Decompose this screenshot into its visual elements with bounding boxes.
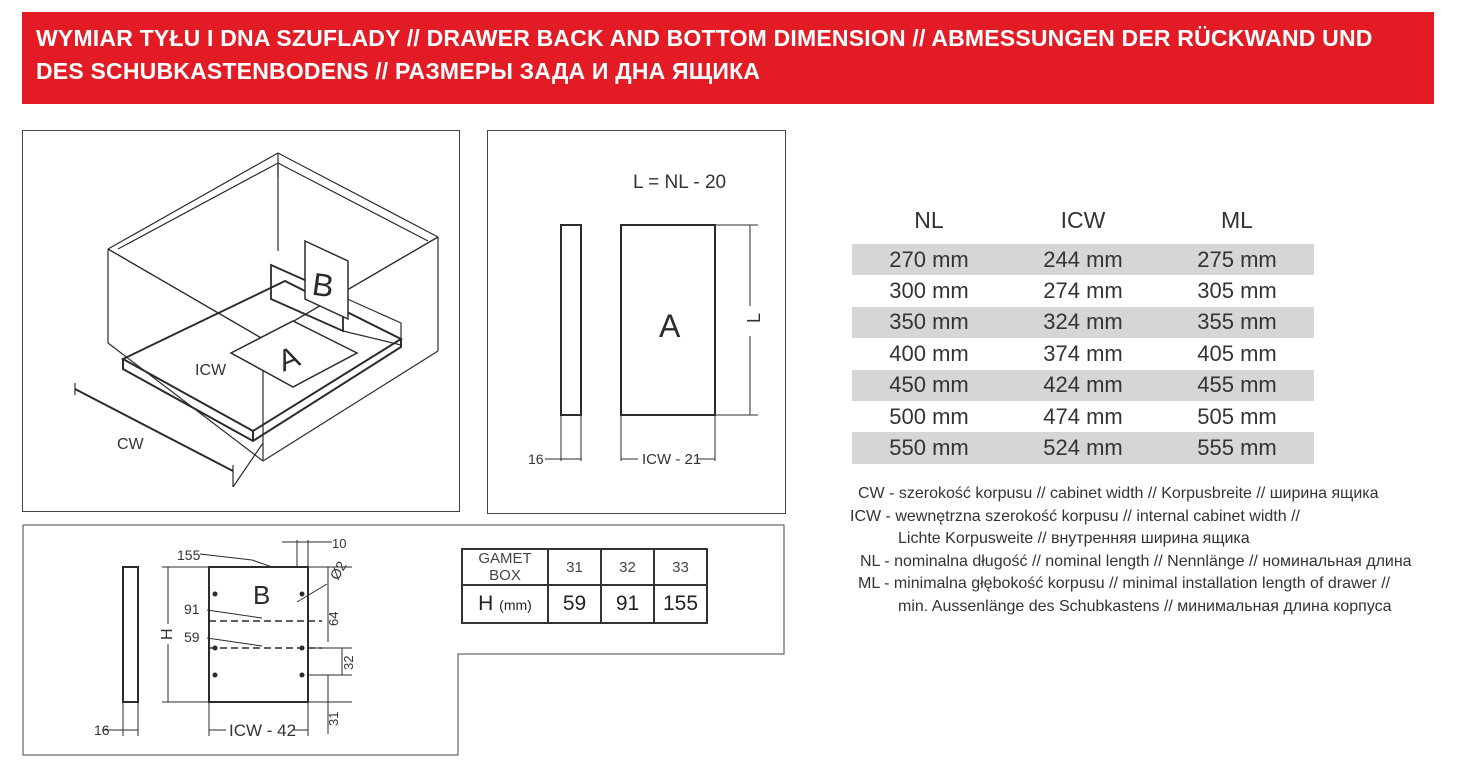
hole-marker: [213, 673, 218, 678]
back-label-h: H: [159, 628, 176, 640]
isometric-panel: [22, 130, 460, 512]
header-icw: ICW: [1060, 206, 1106, 233]
cell-icw: 244 mm: [1043, 246, 1123, 272]
bottom-label-l: L: [744, 312, 764, 323]
legend-line-ml: ML - minimalna głębokość korpusu // minimal installation length of drawer //: [858, 575, 1391, 592]
table-row: [852, 307, 1314, 338]
gamet-h-value: 59: [548, 585, 601, 623]
gamet-h-value: 155: [654, 585, 707, 623]
gamet-h-label: H: [478, 592, 494, 615]
table-row: [852, 338, 1314, 369]
table-row: [852, 275, 1314, 306]
hole-marker: [213, 646, 218, 651]
cell-nl: 400 mm: [889, 340, 969, 366]
gamet-h-label-cell: [462, 585, 548, 623]
dimension-table-header: [852, 196, 1314, 244]
back-label-icw42: ICW - 42: [229, 721, 297, 740]
cell-icw: 374 mm: [1043, 340, 1123, 366]
iso-label-b: B: [310, 265, 337, 305]
back-label-dia: Ø2: [326, 558, 350, 583]
gamet-h-value: 91: [601, 585, 654, 623]
cell-icw: 524 mm: [1043, 435, 1123, 461]
hole-marker: [300, 592, 305, 597]
gamet-h-row: [462, 585, 707, 623]
header-ml: ML: [1221, 206, 1253, 233]
gamet-header-cell: GAMET BOX: [462, 549, 548, 585]
gamet-col-33: 33: [654, 549, 707, 585]
cell-nl: 450 mm: [889, 372, 969, 398]
cell-icw: 274 mm: [1043, 278, 1123, 304]
cell-ml: 405 mm: [1197, 340, 1277, 366]
bottom-view-drawing: [488, 131, 785, 513]
bottom-label-icw21: ICW - 21: [642, 451, 702, 468]
banner-title-line2: DES SCHUBKASTENBODENS // РАЗМЕРЫ ЗАДА И ДНА ЯЩИКА: [36, 58, 761, 84]
cell-nl: 350 mm: [889, 309, 969, 335]
gamet-col-31: 31: [548, 549, 601, 585]
back-label-91: 91: [184, 601, 200, 617]
back-label-59: 59: [184, 629, 200, 645]
hole-marker: [213, 592, 218, 597]
back-label-31: 31: [326, 711, 341, 726]
gamet-col-32: 32: [601, 549, 654, 585]
legend-line-ml-cont: min. Aussenlänge des Schubkastens // минимальная длина корпуса: [898, 597, 1392, 615]
back-label-10: 10: [332, 536, 347, 551]
cell-ml: 305 mm: [1197, 278, 1277, 304]
abbreviation-legend: [850, 483, 1412, 618]
gamet-box-table: [461, 548, 708, 624]
hole-marker: [300, 673, 305, 678]
title-banner: [22, 12, 1434, 104]
back-label-64: 64: [326, 611, 341, 626]
iso-label-a: A: [273, 340, 305, 379]
table-row: [852, 432, 1314, 463]
cell-ml: 355 mm: [1197, 309, 1277, 335]
hole-marker: [300, 646, 305, 651]
cell-ml: 275 mm: [1197, 246, 1277, 272]
cell-icw: 424 mm: [1043, 372, 1123, 398]
cell-ml: 505 mm: [1197, 403, 1277, 429]
cell-nl: 500 mm: [889, 403, 969, 429]
cell-icw: 324 mm: [1043, 309, 1123, 335]
back-label-32: 32: [341, 655, 356, 670]
legend-line-nl: NL - nominalna długość // nominal length // Nennlänge // номинальная длина: [860, 552, 1412, 570]
cell-icw: 474 mm: [1043, 403, 1123, 429]
gamet-header-row: [462, 549, 707, 585]
table-row: [852, 244, 1314, 275]
iso-label-cw: CW: [117, 436, 144, 453]
header-nl: NL: [914, 206, 944, 233]
banner-title: [36, 22, 1426, 88]
iso-label-icw: ICW: [195, 362, 227, 379]
dimension-table: [852, 196, 1314, 464]
cell-nl: 550 mm: [889, 435, 969, 461]
gamet-h-unit: (mm): [499, 597, 532, 613]
bottom-label-a: A: [659, 308, 681, 344]
bottom-label-16: 16: [528, 451, 544, 467]
cell-nl: 270 mm: [889, 246, 969, 272]
cell-ml: 555 mm: [1197, 435, 1277, 461]
legend-line-icw-cont: Lichte Korpusweite // внутренняя ширина ящика: [898, 530, 1250, 547]
legend-line-icw: ICW - wewnętrzna szerokość korpusu // internal cabinet width //: [850, 507, 1300, 525]
back-label-b: B: [253, 580, 271, 610]
isometric-drawing: [23, 131, 459, 511]
legend-line-cw: CW - szerokość korpusu // cabinet width // Korpusbreite // ширина ящика: [858, 485, 1379, 502]
back-label-155: 155: [177, 547, 201, 563]
back-label-16: 16: [94, 722, 110, 738]
bottom-formula: L = NL - 20: [633, 172, 727, 193]
table-row: [852, 370, 1314, 401]
banner-title-line1: WYMIAR TYŁU I DNA SZUFLADY // DRAWER BACK AND BOTTOM DIMENSION // ABMESSUNGEN DER RÜCKWAND UND: [36, 25, 1373, 51]
cell-nl: 300 mm: [889, 278, 969, 304]
cell-ml: 455 mm: [1197, 372, 1277, 398]
table-row: [852, 401, 1314, 432]
bottom-view-panel: [487, 130, 786, 514]
